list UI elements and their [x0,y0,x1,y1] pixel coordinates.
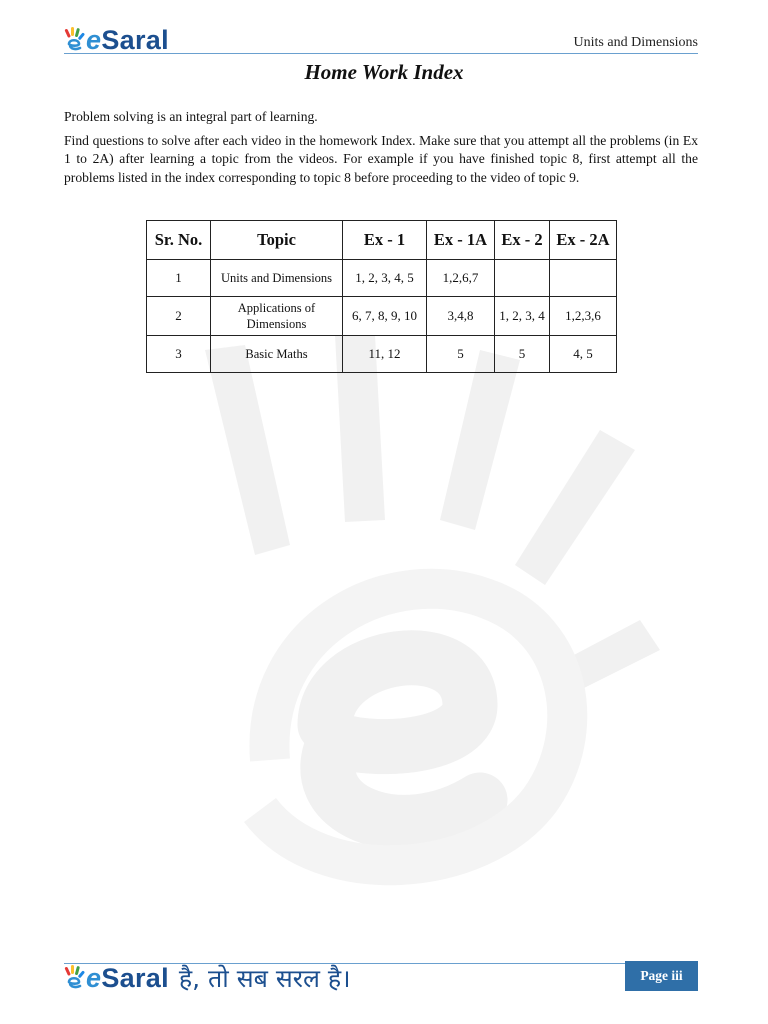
cell-ex-2: 1, 2, 3, 4 [495,297,550,336]
table-row [147,336,617,373]
cell-ex-1: 1, 2, 3, 4, 5 [343,260,427,297]
intro-text [64,108,698,192]
cell-ex-1a: 5 [427,336,495,373]
cell-ex-1: 6, 7, 8, 9, 10 [343,297,427,336]
footer-tagline: है, तो सब सरल है। [178,963,351,993]
header-ex-1a: Ex - 1A [427,221,495,260]
cell-ex-1a: 3,4,8 [427,297,495,336]
cell-sr-no: 3 [147,336,211,373]
intro-paragraph-2: Find questions to solve after each video in the homework Index. Make sure that you attempt all the problems (in Ex 1 to 2A) after learning a topic from the videos. For example if you have finished topic 8, first attempt all the problems listed in the index corresponding to topic 8 before proceeding to the video of topic 9. [64,132,698,185]
cell-topic: Units and Dimensions [211,260,343,297]
cell-ex-1a: 1,2,6,7 [427,260,495,297]
header-sr-no: Sr. No. [147,221,211,260]
footer-brand-name: Saral [101,962,169,993]
cell-sr-no: 1 [147,260,211,297]
cell-sr-no: 2 [147,297,211,336]
header-ex-2a: Ex - 2A [550,221,617,260]
header-topic: Topic [211,221,343,260]
cell-topic: Applications of Dimensions [211,297,343,336]
hand-logo-icon [64,965,86,991]
header-logo [64,26,169,54]
cell-ex-1: 11, 12 [343,336,427,373]
header-brand-name: Saral [101,24,169,55]
header-ex-1: Ex - 1 [343,221,427,260]
table-header-row [147,221,617,260]
header-brand [86,24,169,55]
page-title: Home Work Index [304,60,464,84]
table-row [147,297,617,336]
cell-ex-2 [495,260,550,297]
header-ex-2: Ex - 2 [495,221,550,260]
header-brand-prefix: e [86,24,102,55]
intro-paragraph-1: Problem solving is an integral part of learning. [64,109,318,124]
cell-ex-2a: 1,2,3,6 [550,297,617,336]
footer-brand-prefix: e [86,962,102,993]
page-number-badge: Page iii [625,961,698,991]
table-row [147,260,617,297]
hand-logo-icon [64,27,86,53]
footer-brand [86,962,169,993]
homework-index-table [146,220,617,373]
cell-ex-2a [550,260,617,297]
header-rule [64,53,698,54]
cell-ex-2a: 4, 5 [550,336,617,373]
cell-ex-2: 5 [495,336,550,373]
footer-logo [64,963,351,993]
cell-topic: Basic Maths [211,336,343,373]
hand-watermark-icon [150,330,670,890]
header-section-title: Units and Dimensions [573,35,698,50]
